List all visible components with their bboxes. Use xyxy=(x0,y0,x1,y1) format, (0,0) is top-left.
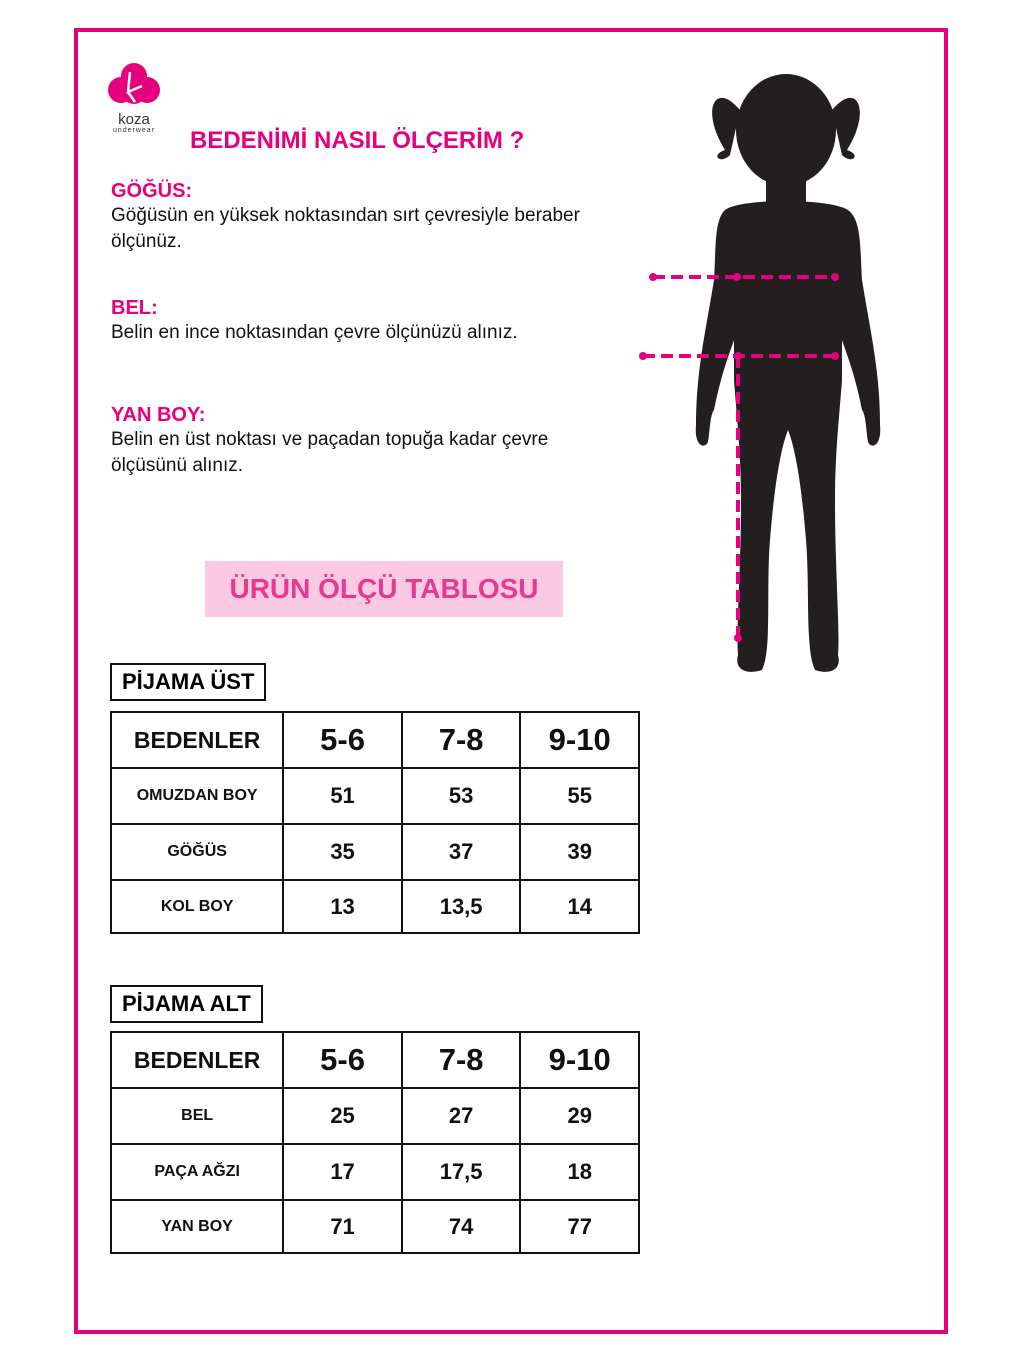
header-cell: 5-6 xyxy=(283,1032,402,1088)
section-chest xyxy=(111,180,591,255)
cell: 35 xyxy=(283,824,402,880)
header-cell: BEDENLER xyxy=(111,712,283,768)
cell: 17 xyxy=(283,1144,402,1200)
cell: 14 xyxy=(520,880,639,933)
row-label: KOL BOY xyxy=(111,880,283,933)
table-row xyxy=(111,880,639,933)
cell: 13 xyxy=(283,880,402,933)
header-cell: 5-6 xyxy=(283,712,402,768)
row-label: BEL xyxy=(111,1088,283,1144)
cell: 77 xyxy=(520,1200,639,1253)
header-cell: 7-8 xyxy=(402,712,521,768)
cell: 13,5 xyxy=(402,880,521,933)
table-row xyxy=(111,824,639,880)
row-label: YAN BOY xyxy=(111,1200,283,1253)
table-row xyxy=(111,1088,639,1144)
header-cell: 9-10 xyxy=(520,712,639,768)
table-row xyxy=(111,768,639,824)
cell: 29 xyxy=(520,1088,639,1144)
table-label-bottom: PİJAMA ALT xyxy=(110,985,263,1023)
table-header-row xyxy=(111,1032,639,1088)
size-table-banner: ÜRÜN ÖLÇÜ TABLOSU xyxy=(205,561,563,617)
header-cell: 7-8 xyxy=(402,1032,521,1088)
cell: 51 xyxy=(283,768,402,824)
table-header-row xyxy=(111,712,639,768)
table-row xyxy=(111,1144,639,1200)
header-cell: 9-10 xyxy=(520,1032,639,1088)
section-waist xyxy=(111,297,591,346)
table-label-top: PİJAMA ÜST xyxy=(110,663,266,701)
brand-tagline: underwear xyxy=(112,127,156,134)
section-heading: YAN BOY: xyxy=(111,404,206,426)
section-heading: GÖĞÜS: xyxy=(111,180,193,202)
cell: 39 xyxy=(520,824,639,880)
child-silhouette-diagram xyxy=(630,70,890,690)
cell: 37 xyxy=(402,824,521,880)
section-text: Göğüsün en yüksek noktasından sırt çevresiyle beraber ölçünüz. xyxy=(111,205,580,252)
cell: 71 xyxy=(283,1200,402,1253)
row-label: PAÇA AĞZI xyxy=(111,1144,283,1200)
cell: 17,5 xyxy=(402,1144,521,1200)
koza-logo xyxy=(108,62,160,134)
row-label: OMUZDAN BOY xyxy=(111,768,283,824)
cell: 25 xyxy=(283,1088,402,1144)
cell: 74 xyxy=(402,1200,521,1253)
brand-name: koza xyxy=(118,111,150,128)
section-text: Belin en üst noktası ve paçadan topuğa kadar çevre ölçüsünü alınız. xyxy=(111,429,549,476)
size-table-top xyxy=(110,711,640,934)
section-length xyxy=(111,404,571,479)
cell: 53 xyxy=(402,768,521,824)
header-cell: BEDENLER xyxy=(111,1032,283,1088)
table-row xyxy=(111,1200,639,1253)
page-title: BEDENİMİ NASIL ÖLÇERİM ? xyxy=(190,127,525,154)
row-label: GÖĞÜS xyxy=(111,824,283,880)
section-text: Belin en ince noktasından çevre ölçünüzü alınız. xyxy=(111,322,518,343)
cell: 18 xyxy=(520,1144,639,1200)
cell: 55 xyxy=(520,768,639,824)
size-table-bottom xyxy=(110,1031,640,1254)
cell: 27 xyxy=(402,1088,521,1144)
section-heading: BEL: xyxy=(111,297,158,319)
